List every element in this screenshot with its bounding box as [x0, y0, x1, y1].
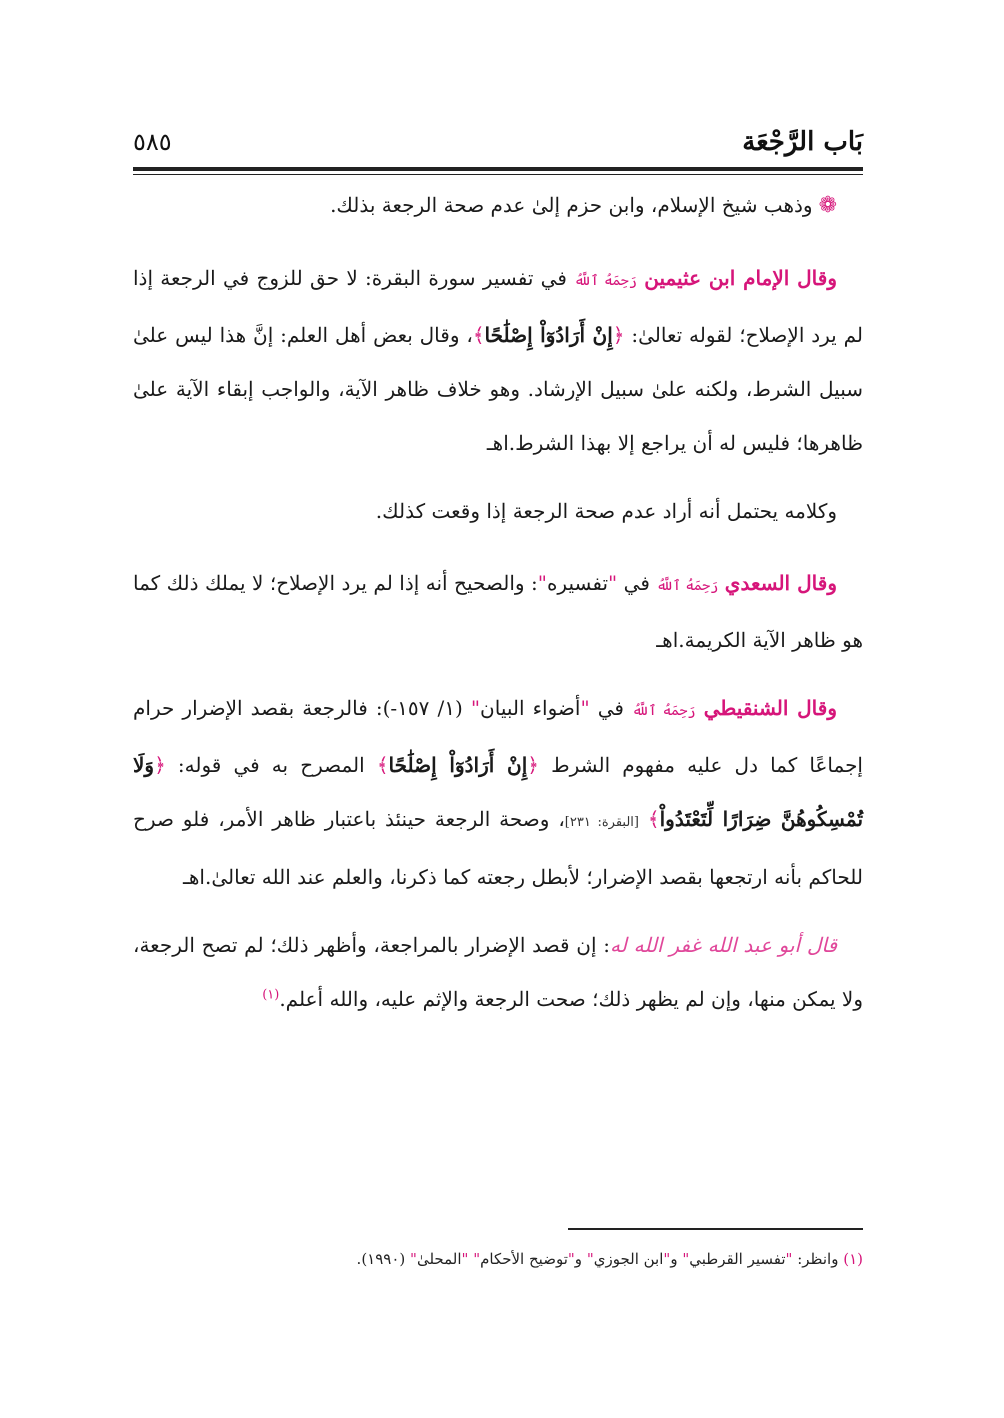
paragraph-2: [133, 251, 863, 470]
footnote-connector: و: [670, 1250, 678, 1268]
verse-bracket-close: ﴾: [376, 753, 389, 777]
footnote-separator: [568, 1228, 863, 1230]
quote-mark: ": [567, 1250, 575, 1268]
header-rule-thick: [133, 167, 863, 171]
honorific: رَحِمَهُ ٱللَّهُ: [632, 703, 696, 719]
page-number: ٥٨٥: [133, 128, 172, 156]
honorific: رَحِمَهُ ٱللَّهُ: [656, 578, 719, 594]
quran-verse-1: إِنْ أَرَادُوٓاْ إِصْلَٰحًا: [388, 753, 528, 777]
speaker-saadi: وقال السعدي: [724, 571, 837, 595]
quote-mark: ": [785, 1250, 793, 1268]
quote-mark: ": [473, 1250, 481, 1268]
paragraph-1: [133, 178, 863, 233]
quran-verse: إِنْ أَرَادُوٓاْ إِصْلَٰحًا: [484, 323, 613, 347]
verse-reference: [البقرة: ٢٣١]: [564, 815, 639, 830]
paragraph-6: [133, 918, 863, 1026]
paragraph-6-text-a: : إن قصد الإضرار بالمراجعة، وأظهر ذلك؛ لم تصح الرجعة، ولا يمكن منها، وإن لم يظهر ذلك؛ صحت الرجعة والإثم عليه، والله أعلم.: [133, 933, 863, 1011]
footnote-connector: و: [574, 1250, 583, 1268]
paragraph-4-text-a: في: [617, 571, 657, 595]
quote-mark: ": [410, 1250, 417, 1268]
quran-verse-2: وَلَا تُمْسِكُوهُنَّ ضِرَارًا لِّتَعْتَدُواْ: [133, 753, 864, 831]
footnote-intro: وانظر:: [792, 1250, 844, 1268]
quote-mark: ": [461, 1250, 469, 1268]
footnote-number: (١): [843, 1250, 863, 1268]
paragraph-2-text-b: ، وقال بعض أهل العلم: إنَّ هذا ليس علىٰ سبيل الشرط، ولكنه علىٰ سبيل الإرشاد. وهو خلاف ظاهر الآية، والواجب إبقاء الآية علىٰ ظاهرها؛ فليس له أن يراجع إلا بهذا الشرط.اهـ: [133, 323, 863, 455]
honorific: رَحِمَهُ ٱللَّهُ: [574, 273, 637, 289]
page-header: [133, 122, 863, 162]
quote-mark: ": [470, 696, 481, 720]
header-rule-thin: [133, 174, 863, 175]
footnote-source: تفسير القرطبي: [689, 1250, 786, 1268]
page-body: [133, 178, 863, 1040]
quote-mark: ": [537, 571, 547, 595]
paragraph-5-text-c: المصرح به في قوله:: [165, 753, 377, 777]
footnote-source: المحلىٰ: [416, 1250, 462, 1268]
speaker-shanqiti: وقال الشنقيطي: [703, 696, 837, 720]
footnote-marker[interactable]: (١): [262, 987, 280, 1003]
quote-mark: ": [586, 1250, 594, 1268]
paragraph-3: [133, 484, 863, 538]
verse-bracket-open: ﴿: [154, 753, 166, 777]
paragraph-4-text-b: : والصحيح أنه إذا لم يرد الإصلاح؛ لا يملك ذلك كما هو ظاهر الآية الكريمة.اهـ: [133, 571, 863, 652]
footnote-suffix: (١٩٩٠).: [356, 1250, 411, 1268]
quote-mark: ": [608, 571, 618, 595]
paragraph-5-text-d: ، وصحة الرجعة حينئذ باعتبار ظاهر الأمر، فلو صرح للحاكم بأنه ارتجعها بقصد الإضرار؛ لأبطل رجعته كما ذكرنا، والعلم عند الله تعالىٰ.اهـ: [133, 807, 863, 889]
paragraph-1-text: وذهب شيخ الإسلام، وابن حزم إلىٰ عدم صحة الرجعة بذلك.: [330, 193, 813, 217]
footnote: [133, 1245, 863, 1273]
footnote-source: ابن الجوزي: [593, 1250, 664, 1268]
speaker-author: قال أبو عبد الله غفر الله له: [610, 933, 838, 957]
paragraph-5-text-b: (١/ ١٥٧-): فالرجعة بقصد الإضرار حرام إجماعًا كما دل عليه مفهوم الشرط: [133, 696, 863, 777]
paragraph-4: [133, 556, 863, 667]
verse-bracket-open: ﴿: [612, 323, 625, 347]
paragraph-2-text-a: في تفسير سورة البقرة: لا حق للزوج في الرجعة إذا لم يرد الإصلاح؛ لقوله تعالىٰ:: [133, 266, 864, 347]
book-title: تفسيره: [546, 571, 609, 595]
verse-bracket-open: ﴿: [527, 753, 539, 777]
paragraph-3-text: وكلامه يحتمل أنه أراد عدم صحة الرجعة إذا وقعت كذلك.: [375, 499, 837, 523]
footnote-source: توضيح الأحكام: [480, 1250, 568, 1268]
quote-mark: ": [682, 1250, 690, 1268]
verse-bracket-close: ﴾: [647, 807, 660, 831]
paragraph-5: [133, 681, 863, 904]
quote-mark: ": [663, 1250, 671, 1268]
quote-mark: ": [580, 696, 590, 720]
paragraph-5-text-a: في: [589, 696, 633, 720]
verse-bracket-close: ﴾: [472, 323, 485, 347]
book-title: أضواء البيان: [480, 696, 581, 720]
chapter-title: بَاب الرَّجْعَة: [742, 127, 863, 157]
speaker-ibn-uthaymeen: وقال الإمام ابن عثيمين: [644, 266, 837, 290]
flower-ornament-icon: ❁: [818, 193, 837, 218]
